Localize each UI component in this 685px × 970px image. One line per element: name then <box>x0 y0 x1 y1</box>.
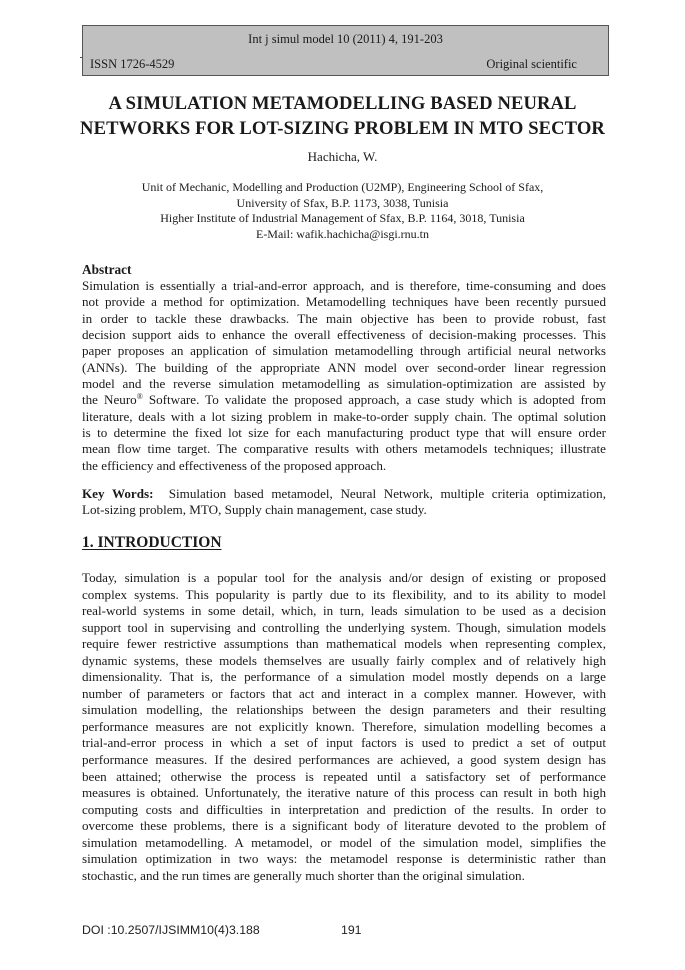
body-line: stochastic, and the run times are generally much shorter than the original simulation. <box>82 867 525 883</box>
title-line: NETWORKS FOR LOT-SIZING PROBLEM IN MTO SECTOR <box>80 118 605 139</box>
body-line: simulation metamodelling. A metamodel, or model of the simulation model, simplifies the <box>82 834 606 850</box>
abstract-line-neuro <box>82 392 606 408</box>
body-line: computing costs and difficulties in interpretation and prediction of the results. In order to <box>82 801 606 817</box>
body-line: trial-and-error process in which a set of input factors is used to predict a set of output <box>82 735 606 751</box>
abstract-line: is to determine the fixed lot size for each manufacturing product type that will ensure order <box>82 425 606 441</box>
abstract-line: (ANNs). The building of the appropriate ANN model over second-order linear regression <box>82 359 606 375</box>
affiliation-line: Higher Institute of Industrial Management of Sfax, B.P. 1164, 3018, Tunisia <box>160 211 525 226</box>
keywords-label: Key Words: <box>82 486 154 501</box>
abstract-line: model and the reverse simulation metamodelling as simulation-optimization are assisted by <box>82 376 606 392</box>
abstract-heading: Abstract <box>82 262 132 277</box>
doi-link[interactable]: DOI :10.2507/IJSIMM10(4)3.188 <box>82 923 260 937</box>
abstract-line: the efficiency and effectiveness of the proposed approach. <box>82 457 387 473</box>
body-line: Today, simulation is a popular tool for the analysis and/or design of existing or proposed <box>82 570 606 585</box>
affiliations <box>0 180 685 243</box>
keywords <box>82 486 606 519</box>
body-line: dimensionality. That is, the performance of a simulation model mostly depends on a large <box>82 669 606 685</box>
body-line: been attained; otherwise the process is repeated until a satisfactory set of performance <box>82 768 606 784</box>
keywords-line: Lot-sizing problem, MTO, Supply chain management, case study. <box>82 502 427 518</box>
introduction-body <box>82 570 606 884</box>
abstract-line: Simulation is essentially a trial-and-error approach, and is therefore, time-consuming and does <box>82 278 606 293</box>
body-line: measures is obtained. Unfortunately, the iterative nature of this process can result in both high <box>82 785 606 801</box>
body-line: require fewer restrictive assumptions than mathematical models when representing complex, <box>82 636 606 652</box>
body-line: performance measures are not explicitly known. Therefore, simulation modelling becomes a <box>82 718 606 734</box>
body-line: number of parameters or factors that act and interact in a complex manner. However, with <box>82 685 606 701</box>
affiliation-line: University of Sfax, B.P. 1173, 3038, Tunisia <box>236 195 449 210</box>
abstract-body <box>82 278 606 474</box>
abstract-line: paper proposes an application of simulation metamodelling through artificial neural networks <box>82 343 606 359</box>
body-line: complex systems. This popularity is partly due to its flexibility, and to its ability to model <box>82 586 606 602</box>
issn: ISSN 1726-4529 <box>90 57 175 71</box>
abstract-line: mean flow time target. The comparative results with others metamodels techniques; illustrate <box>82 441 606 457</box>
body-line: support tool in supervising and controlling the underlying system. Though, simulation models <box>82 619 606 635</box>
keywords-line <box>82 486 606 502</box>
body-line: simulation modelling, the relationships between the design parameters and their resulting <box>82 702 606 718</box>
author-email: E-Mail: wafik.hachicha@isgi.rnu.tn <box>255 227 429 242</box>
journal-header-box <box>82 25 609 76</box>
author-name: Hachicha, W. <box>307 149 378 164</box>
body-line: simulation optimization in two ways: the metamodel response is deterministic rather than <box>82 851 606 867</box>
neuro-rest-text: Software. To validate the proposed approach, a case study which is adopted from <box>142 392 606 408</box>
affiliation-line: Unit of Mechanic, Modelling and Production (U2MP), Engineering School of Sfax, <box>141 180 544 194</box>
body-line: dynamic systems, these models themselves are usually fairly complex and of relatively high <box>82 652 606 668</box>
paper-title <box>0 91 685 141</box>
neuro-text: the Neuro <box>82 392 137 408</box>
abstract-line: in order to tackle these drawbacks. The main objective has been to provide robust, fast <box>82 310 606 326</box>
page-number: 191 <box>341 923 362 937</box>
abstract-line: literature, deals with a lot sizing problem in make-to-order supply chain. The optimal solution <box>82 408 606 424</box>
abstract-line: decision support aids to enhance the overall effectiveness of decision-making processes. This <box>82 327 606 343</box>
body-line: real-world systems in some detail, which, in turn, leads simulation to be used as a decision <box>82 603 606 619</box>
registered-mark: ® <box>136 392 143 402</box>
abstract-line: not provide a method for optimization. Metamodelling techniques have been recently pursued <box>82 294 606 310</box>
journal-citation: Int j simul model 10 (2011) 4, 191-203 <box>248 32 443 46</box>
body-line: performance measures. If the desired performances are achieved, a good system design has <box>82 752 606 768</box>
section-heading-introduction: 1. INTRODUCTION <box>82 534 222 551</box>
title-line: A SIMULATION METAMODELLING BASED NEURAL <box>108 93 577 114</box>
article-category: Original scientific <box>486 57 577 71</box>
body-line: overcome these problems, there is a significant body of literature devoted to the problem of <box>82 818 606 834</box>
keywords-text: Simulation based metamodel, Neural Network, multiple criteria optimization, <box>153 486 606 501</box>
